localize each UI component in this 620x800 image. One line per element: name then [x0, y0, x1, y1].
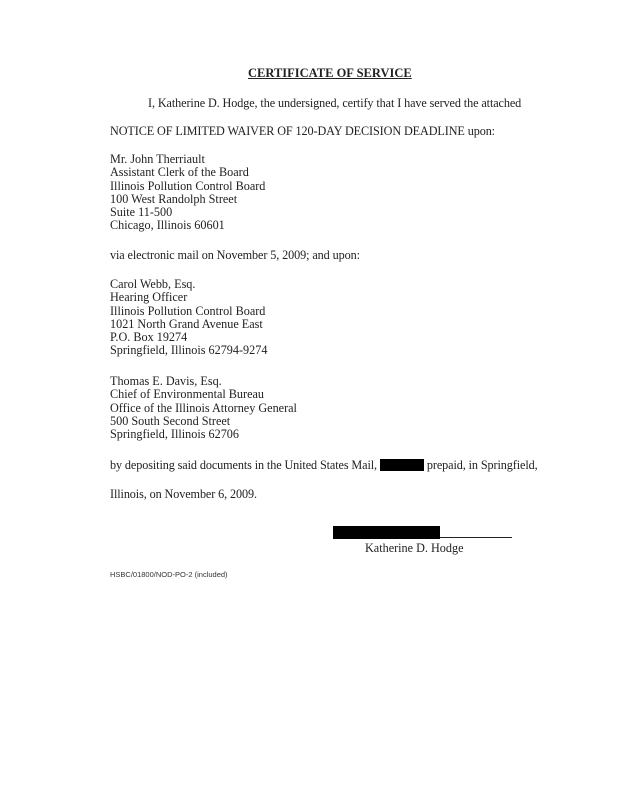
address-line: Thomas E. Davis, Esq.	[110, 374, 222, 388]
recipient-address-1	[110, 153, 265, 233]
address-line: P.O. Box 19274	[110, 330, 188, 345]
document-footer-code: HSBC/01800/NOD-PO-2 (included)	[110, 570, 228, 579]
via-email-line: via electronic mail on November 5, 2009; and upon:	[110, 248, 360, 262]
address-line: Carol Webb, Esq.	[110, 277, 196, 291]
deposit-text-a: by depositing said documents in the United States Mail,	[110, 458, 377, 472]
address-line: Mr. John Therriault	[110, 152, 205, 166]
address-line: Office of the Illinois Attorney General	[110, 400, 297, 415]
address-line: Springfield, Illinois 62794-9274	[110, 343, 268, 358]
address-line: Illinois Pollution Control Board	[110, 303, 266, 318]
signature-line	[440, 537, 512, 538]
redaction-box	[380, 459, 424, 471]
document-title: CERTIFICATE OF SERVICE	[248, 66, 412, 80]
address-line: Illinois Pollution Control Board	[110, 178, 266, 193]
recipient-address-2	[110, 278, 267, 358]
address-line: Suite 11-500	[110, 205, 173, 220]
address-line: Hearing Officer	[110, 290, 188, 305]
address-line: 1021 North Grand Avenue East	[110, 316, 263, 331]
deposit-text-b: prepaid, in Springfield,	[426, 458, 538, 472]
recipient-address-3	[110, 375, 297, 441]
address-line: Springfield, Illinois 62706	[110, 427, 239, 442]
address-line: Chicago, Illinois 60601	[110, 218, 225, 233]
deposit-line	[110, 458, 538, 472]
address-line: Chief of Environmental Bureau	[110, 387, 264, 402]
address-line: 100 West Randolph Street	[110, 191, 238, 206]
notice-line: NOTICE OF LIMITED WAIVER OF 120-DAY DECISION DEADLINE upon:	[110, 124, 495, 138]
closing-line: Illinois, on November 6, 2009.	[110, 487, 257, 501]
signature-redaction	[333, 526, 440, 539]
signer-name: Katherine D. Hodge	[365, 541, 464, 555]
address-line: 500 South Second Street	[110, 413, 231, 428]
intro-line: I, Katherine D. Hodge, the undersigned, certify that I have served the attached	[148, 96, 522, 110]
address-line: Assistant Clerk of the Board	[110, 165, 249, 180]
